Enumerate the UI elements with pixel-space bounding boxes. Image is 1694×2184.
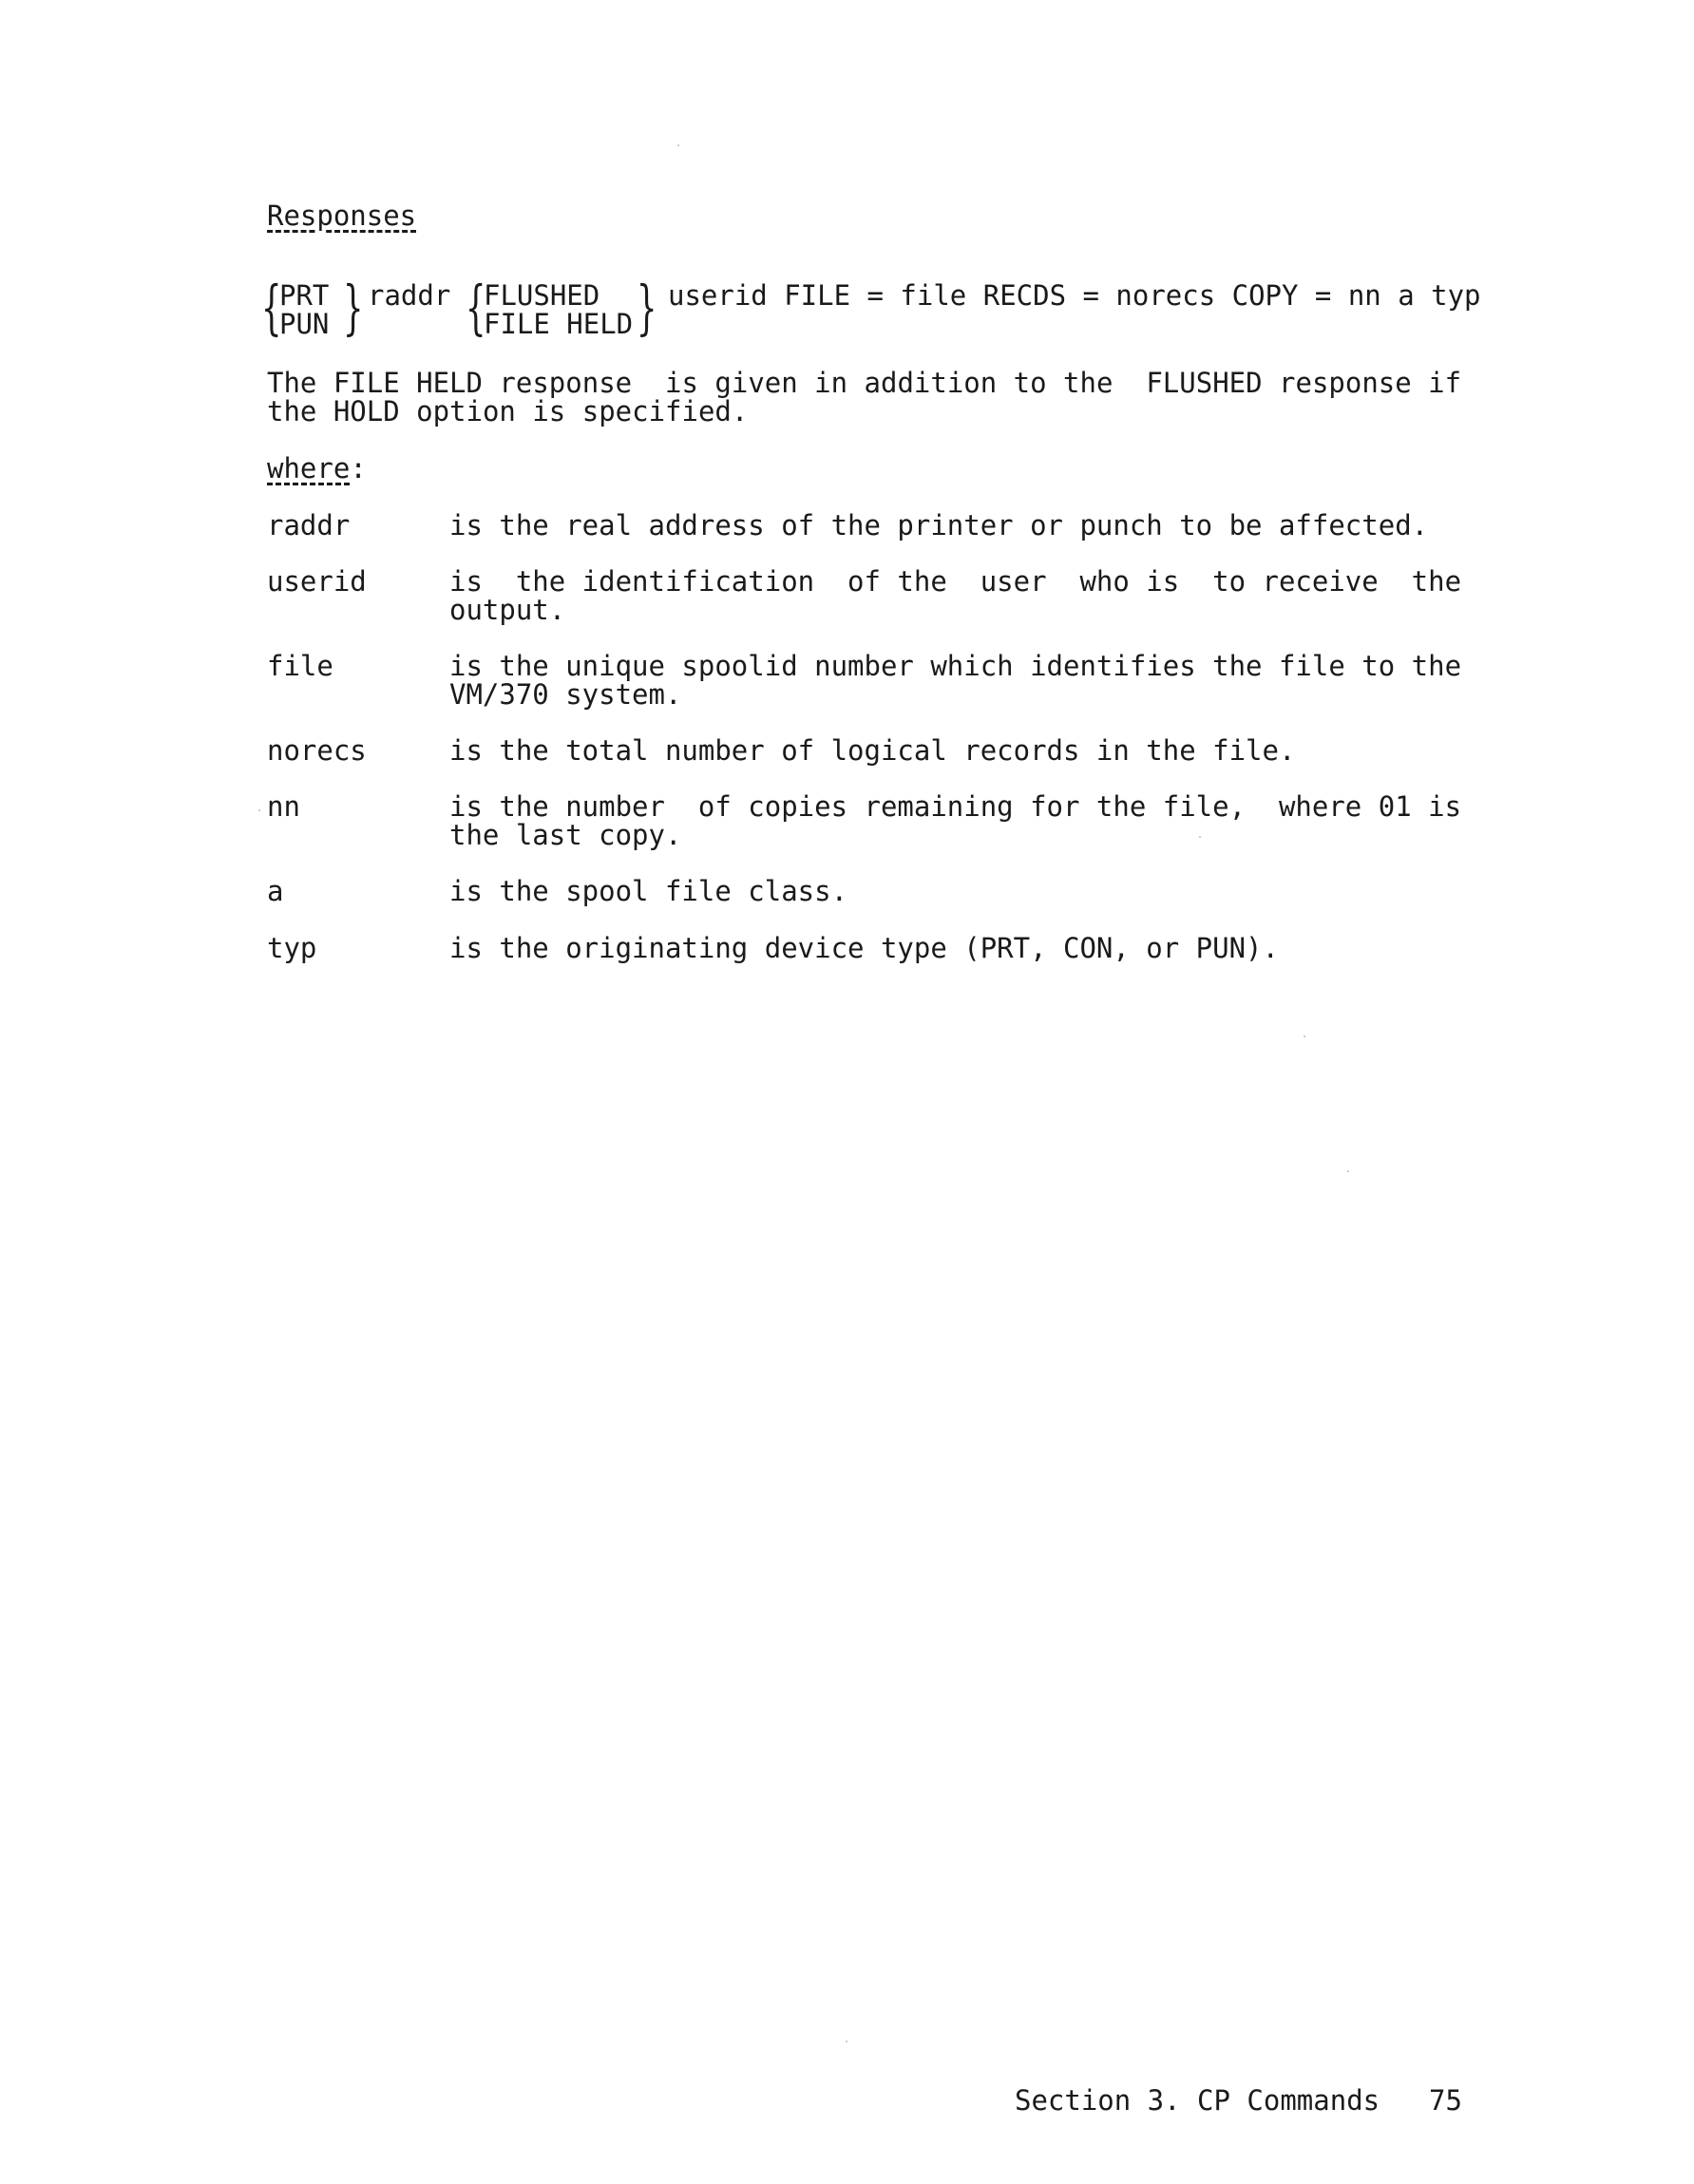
definition-term: typ [267, 932, 317, 964]
definition-desc: is the originating device type (PRT, CON, or PUN). [449, 932, 1279, 964]
definition-desc: is the real address of the printer or punch to be affected. [449, 509, 1429, 541]
scan-speck [1347, 1170, 1349, 1172]
where-label [267, 454, 367, 483]
option-pun: PUN [279, 308, 330, 340]
definition-term: a [267, 875, 284, 907]
scan-speck [1199, 836, 1201, 838]
page-number: 75 [1429, 2084, 1462, 2117]
definition-desc: is the number of copies remaining for the file, where 01 is the last copy. [449, 790, 1462, 851]
scan-speck [258, 809, 260, 811]
definition-term: userid [267, 565, 367, 598]
section-heading: Responses [267, 199, 417, 232]
left-brace: { [465, 273, 486, 342]
definition-desc: is the total number of logical records in the file. [449, 734, 1296, 767]
scan-speck [846, 2041, 847, 2042]
definition-term: norecs [267, 734, 367, 767]
right-brace: } [636, 273, 657, 342]
right-brace: } [342, 273, 364, 342]
where-word: where [267, 452, 351, 484]
file-held-paragraph: The FILE HELD response is given in addition to the FLUSHED response if the HOLD option is specified. [267, 367, 1462, 427]
left-brace: { [260, 273, 282, 342]
option-file-held: FILE HELD [484, 308, 634, 340]
syntax-remainder: userid FILE = file RECDS = norecs COPY = nn a typ [668, 279, 1481, 312]
footer-section-title: Section 3. CP Commands [1015, 2084, 1380, 2117]
option-prt: PRT [279, 279, 330, 312]
definition-desc: is the identification of the user who is to receive the output. [449, 565, 1462, 626]
scan-speck [677, 144, 679, 146]
where-colon: : [350, 452, 367, 484]
definition-term: raddr [267, 509, 351, 541]
syntax-raddr: raddr [368, 279, 451, 312]
response-syntax [258, 273, 1494, 342]
definition-desc: is the spool file class. [449, 875, 848, 907]
definition-term: file [267, 650, 333, 682]
option-flushed: FLUSHED [484, 279, 600, 312]
definition-term: nn [267, 790, 300, 823]
definition-desc: is the unique spoolid number which identifies the file to the VM/370 system. [449, 650, 1462, 711]
scan-speck [1304, 1035, 1305, 1037]
